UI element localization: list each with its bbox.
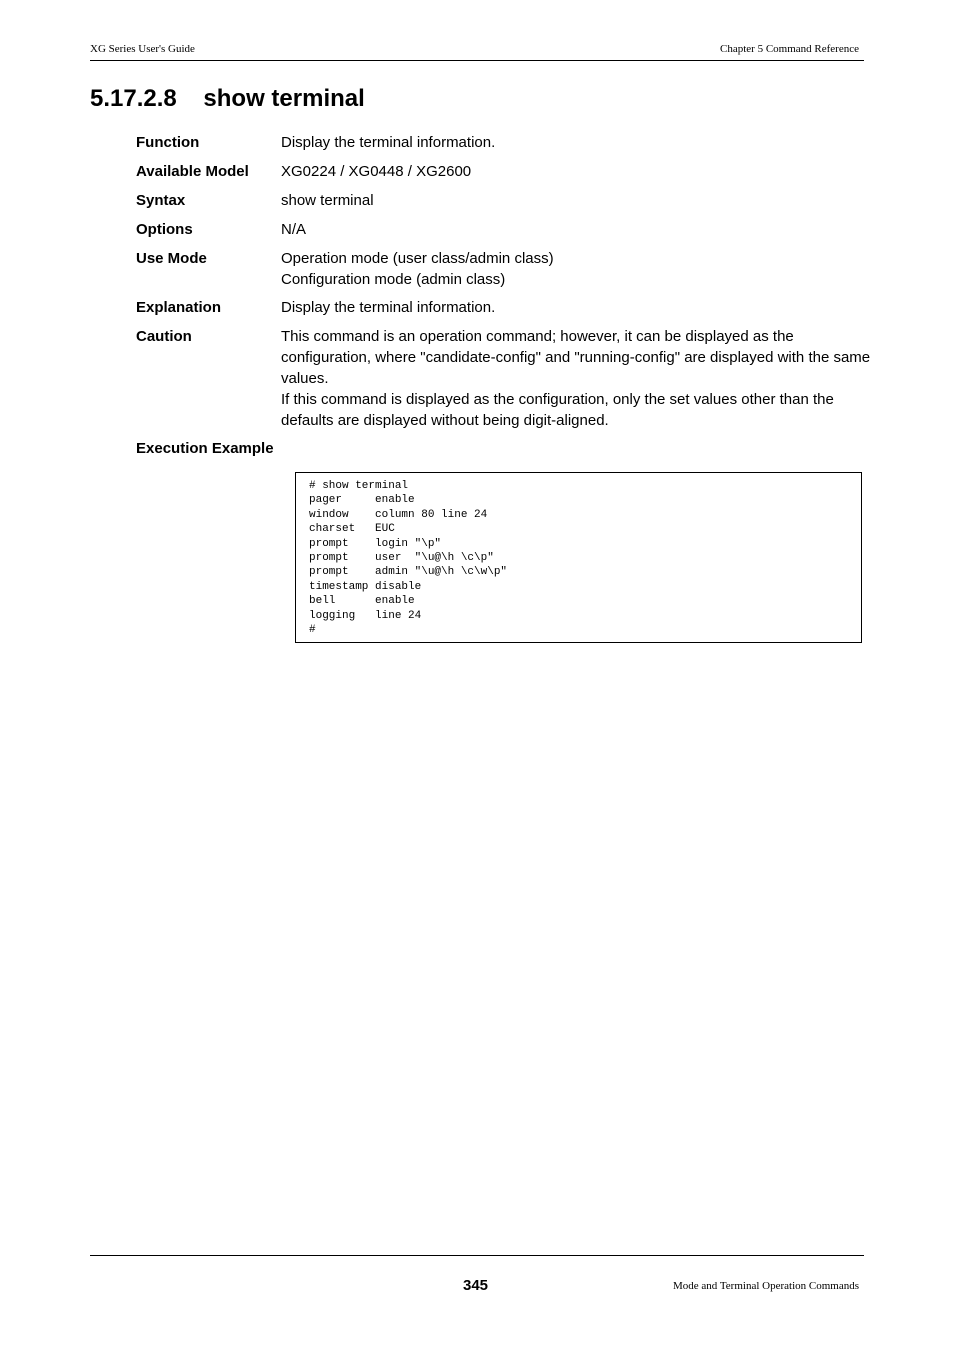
- section-number: 5.17.2.8: [90, 85, 177, 112]
- row-label: Function: [136, 134, 200, 151]
- value-line: N/A: [281, 221, 307, 238]
- row-label: Options: [136, 221, 193, 238]
- row-value: [281, 132, 864, 153]
- code-line: charset EUC: [309, 523, 395, 536]
- value-line: Display the terminal information.: [281, 134, 496, 151]
- row-value: [281, 248, 864, 290]
- value-line: Operation mode (user class/admin class): [281, 250, 554, 267]
- code-line: bell enable: [309, 595, 415, 608]
- code-line: # show terminal: [309, 480, 409, 492]
- row-label: Explanation: [136, 299, 222, 316]
- row-value: [281, 297, 864, 318]
- page-number: 345: [463, 1277, 489, 1294]
- code-line: prompt admin "\u@\h \c\w\p": [309, 566, 508, 579]
- row-label: Caution: [136, 328, 192, 345]
- code-line: window column 80 line 24: [309, 508, 488, 521]
- row-value: [281, 190, 864, 211]
- section-heading: [90, 84, 365, 114]
- value-line: This command is an operation command; however, it can be displayed as the: [281, 328, 794, 345]
- running-header-left: XG Series User's Guide: [90, 43, 195, 55]
- execution-example-label: Execution Example: [136, 440, 274, 457]
- execution-example-code-box: [295, 472, 862, 643]
- running-header-right: Chapter 5 Command Reference: [720, 43, 859, 55]
- value-line: If this command is displayed as the configuration, only the set values other than the: [281, 391, 834, 408]
- value-line: configuration, where "candidate-config" and "running-config" are displayed with the same: [281, 349, 871, 366]
- row-label: Syntax: [136, 192, 186, 209]
- value-line: Configuration mode (admin class): [281, 271, 506, 288]
- footer-rule: [90, 1255, 864, 1256]
- code-line: pager enable: [309, 494, 415, 507]
- section-title-text: show terminal: [203, 85, 365, 112]
- header-rule: [90, 60, 864, 61]
- value-line: XG0224 / XG0448 / XG2600: [281, 163, 472, 180]
- running-footer-right: Mode and Terminal Operation Commands: [673, 1280, 859, 1292]
- code-line: prompt login "\p": [309, 537, 442, 550]
- row-value: [281, 219, 864, 240]
- row-label: Available Model: [136, 163, 249, 180]
- row-value: [281, 161, 864, 182]
- value-line: show terminal: [281, 192, 374, 209]
- value-line: Display the terminal information.: [281, 299, 496, 316]
- value-line: defaults are displayed without being digit-aligned.: [281, 412, 609, 429]
- code-line: logging line 24: [309, 609, 422, 622]
- value-line: values.: [281, 370, 329, 387]
- code-line: prompt user "\u@\h \c\p": [309, 552, 494, 564]
- row-value: [281, 326, 871, 431]
- code-line: timestamp disable: [309, 580, 422, 593]
- row-label: Use Mode: [136, 250, 207, 267]
- code-line: #: [309, 624, 316, 636]
